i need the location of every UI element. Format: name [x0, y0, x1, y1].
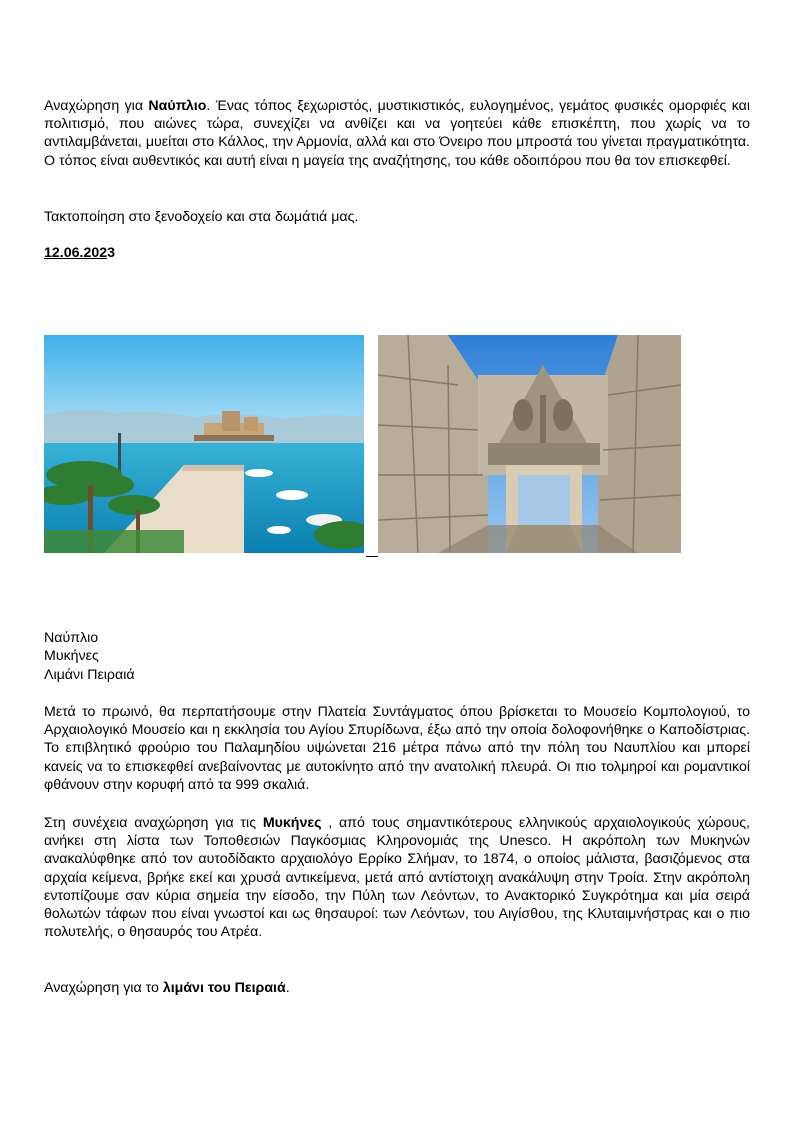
intro-text-rest: . Ένας τόπος ξεχωριστός, μυστικιστικός, ευλογημένος, γεμάτος φυσικές ομορφιές και πολιτισμό, που αιώνες τώρα, συνεχίζει να ανθίζει και να γοητεύει κάθε επισκέπτη, που χωρίς να το αντιλαμβάνεται, μυείται στο Κάλλος, την Αρμονία, αλλά και στο Όνειρο που μπροστά του γίνεται πραγματικότητα. Ο τόπος είναι αυθεντικός και αυτή είναι η μαγεία της αναζήτησης, του κάθε οδοιπόρου που θα τον επισκεφθεί. [44, 98, 750, 169]
stop-item-mycenae: Μυκήνες [44, 648, 99, 664]
mycenae-paragraph [44, 814, 750, 941]
nafplio-harbor-photo [44, 335, 364, 553]
stop-item-piraeus: Λιμάνι Πειραιά [44, 667, 135, 683]
date-heading [44, 244, 115, 262]
date-underlined: 12.06.202 [44, 245, 108, 261]
date-tail: 3 [107, 245, 116, 261]
mycenae-text-rest: , από τους σημαντικότερους ελληνικούς αρχαιολογικούς χώρους, ανήκει στη λίστα των Τοποθεσιών Παγκόσμιας Κληρονομιάς της Unesco. Η ακρόπολη των Μυκηνών ανακαλύφθηκε από τον αυτοδίδακτο αρχαιολόγο Ερρίκο Σλήμαν, το 1874, ο οποίος μάλιστα, βασιζόμενος στα αρχαία κείμενα, βρήκε εκεί και χρυσά αντικείμενα, μετά από αντίστοιχη ανακάλυψη στην Τροία. Στην ακρόπολη εντοπίζουμε σαν κύρια σημεία την είσοδο, την Πύλη των Λεόντων, το Ανακτορικό Συγκρότημα και μία σειρά θολωτών τάφων που είναι γνωστοί και ως θησαυροί: των Λεόντων, του Αιγίσθου, της Κλυταιμνήστρας και ο πιο πολυτελής, ο θησαυρός του Ατρέα. [44, 815, 750, 941]
intro-place-bold: Ναύπλιο [148, 98, 207, 114]
departure-text-end: . [285, 980, 290, 996]
departure-text-start: Αναχώρηση για το [44, 980, 163, 996]
text-cursor-underline [366, 556, 378, 557]
nafplio-walk-paragraph: Μετά το πρωινό, θα περπατήσουμε στην Πλατεία Συντάγματος όπου βρίσκεται το Μουσείο Κομπολογιού, το Αρχαιολογικό Μουσείο και η εκκλησία του Αγίου Σπυρίδωνα, έξω από την οποία δολοφονήθηκε ο Καποδίστριας. Το επιβλητικό φρούριο του Παλαμηδίου υψώνεται 216 μέτρα πάνω από την πόλη του Ναυπλίου και μπορεί κανείς να το επισκεφθεί ανεβαίνοντας με αυτοκίνητο από την ανατολική πλευρά. Οι πιο τολμηροί και ρομαντικοί φθάνουν στην κορυφή από τα 999 σκαλιά. [44, 704, 750, 793]
intro-paragraph [44, 97, 750, 170]
departure-line [44, 979, 290, 997]
intro-text-start: Αναχώρηση για [44, 98, 149, 114]
lion-gate-mycenae-photo [378, 335, 681, 553]
departure-place-bold: λιμάνι του Πειραιά [162, 980, 286, 996]
mycenae-place-bold: Μυκήνες [262, 815, 322, 831]
mycenae-text-start: Στη συνέχεια αναχώρηση για τις [44, 815, 263, 831]
stop-item-nafplio: Ναύπλιο [44, 630, 99, 646]
hotel-note: Τακτοποίηση στο ξενοδοχείο και στα δωμάτιά μας. [44, 209, 359, 225]
